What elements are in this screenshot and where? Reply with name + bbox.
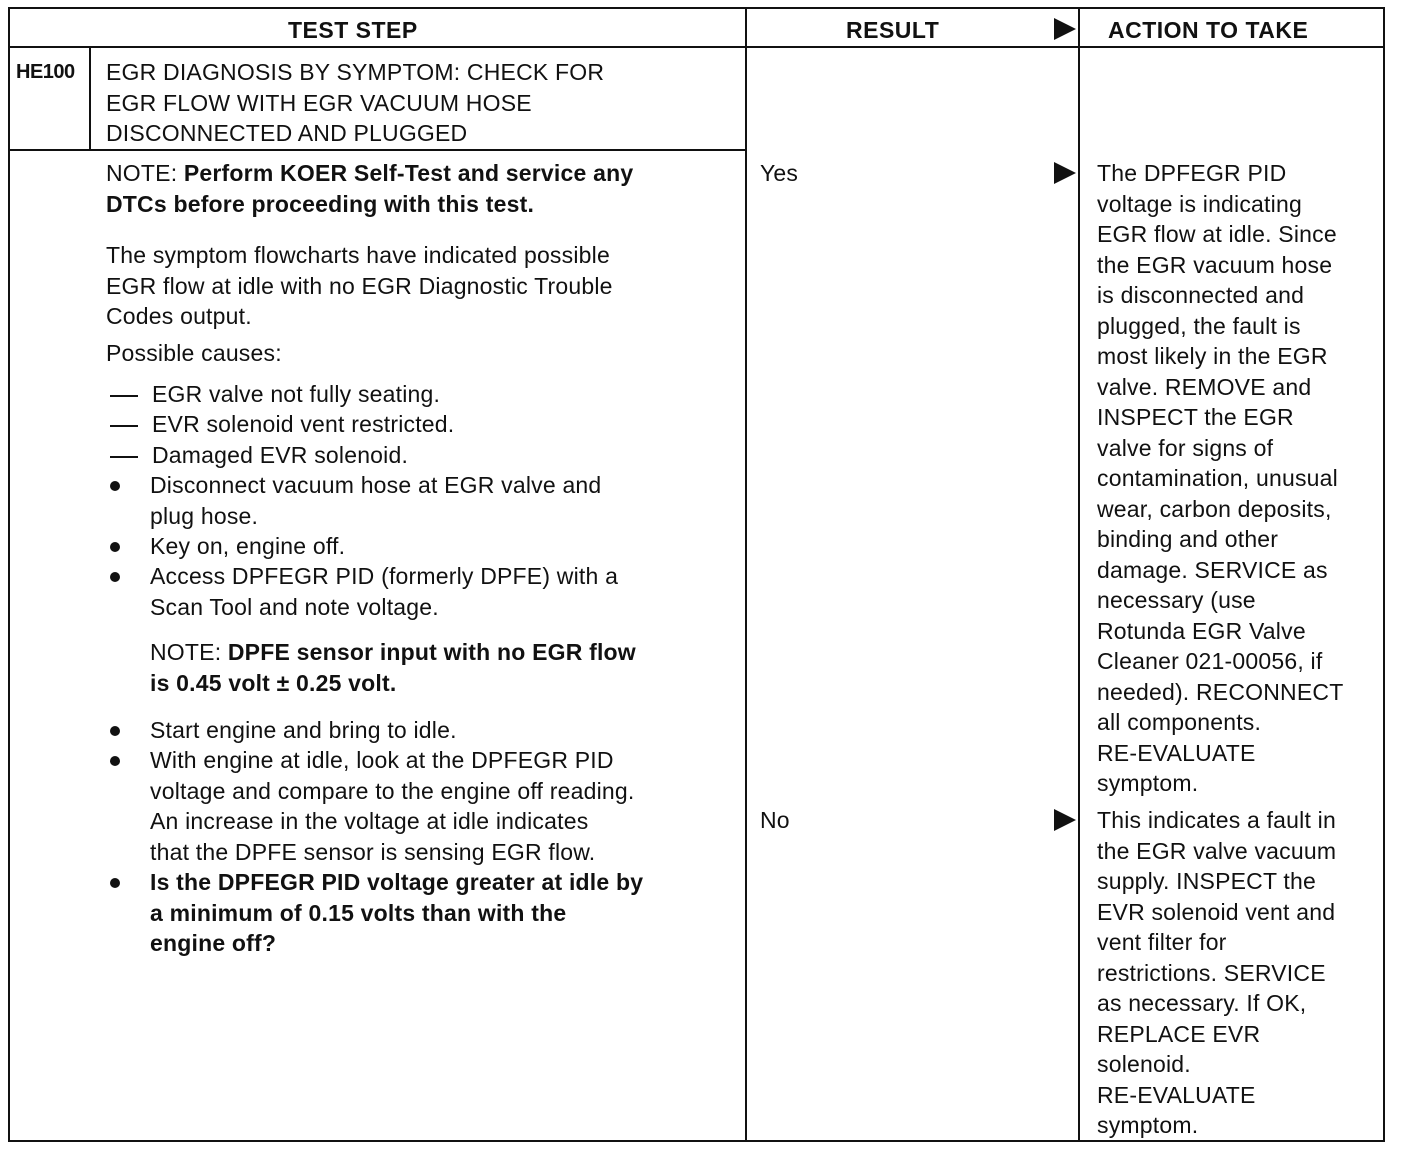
symptom-paragraph: The symptom flowcharts have indicated possible EGR flow at idle with no EGR Diagnostic Trouble Codes output. bbox=[106, 242, 613, 329]
test-question: Is the DPFEGR PID voltage greater at idle by a minimum of 0.15 volts than with the engine off? bbox=[150, 869, 644, 956]
arrow-right-icon bbox=[1054, 18, 1076, 40]
instruction-access-pid: Access DPFEGR PID (formerly DPFE) with a Scan Tool and note voltage. bbox=[150, 563, 619, 620]
note-koer: NOTE: Perform KOER Self-Test and service any DTCs before proceeding with this test. bbox=[106, 160, 634, 217]
instruction-compare-voltage: With engine at idle, look at the DPFEGR PID voltage and compare to the engine off reading. An increase in the voltage at idle indicates that the DPFE sensor is sensing EGR flow. bbox=[150, 747, 635, 865]
step-id: HE100 bbox=[16, 61, 75, 83]
dash-icon bbox=[110, 456, 138, 458]
arrow-right-icon bbox=[1054, 162, 1076, 184]
instruction-start-engine: Start engine and bring to idle. bbox=[150, 717, 457, 743]
result-yes: Yes bbox=[760, 160, 799, 186]
dash-icon bbox=[110, 425, 138, 427]
header-action-to-take: ACTION TO TAKE bbox=[1108, 17, 1309, 43]
instruction-disconnect-hose: Disconnect vacuum hose at EGR valve and plug hose. bbox=[150, 472, 602, 529]
header-result: RESULT bbox=[846, 17, 940, 43]
result-no: No bbox=[760, 807, 790, 833]
possible-causes-label: Possible causes: bbox=[106, 340, 282, 366]
step-title: EGR DIAGNOSIS BY SYMPTOM: CHECK FOR EGR FLOW WITH EGR VACUUM HOSE DISCONNECTED AND PLUGGED bbox=[106, 59, 605, 146]
step-title-divider bbox=[8, 149, 747, 151]
action-yes: The DPFEGR PID voltage is indicating EGR flow at idle. Since the EGR vacuum hose is disconnected and plugged, the fault is most likely in the EGR valve. REMOVE and INSPECT the EGR valve for signs of contamination, unusual wear, carbon deposits, binding and other damage. SERVICE as necessary (use Rotunda EGR Valve Cleaner 021-00056, if needed). RECONNECT all components. RE-EVALUATE symptom. bbox=[1097, 160, 1344, 796]
column-divider-action bbox=[1078, 7, 1080, 1142]
cause-item: EVR solenoid vent restricted. bbox=[152, 411, 455, 437]
bullet-icon bbox=[110, 481, 120, 491]
bullet-icon bbox=[110, 572, 120, 582]
bullet-icon bbox=[110, 726, 120, 736]
step-id-divider bbox=[89, 46, 91, 151]
instruction-key-on: Key on, engine off. bbox=[150, 533, 346, 559]
header-divider bbox=[8, 46, 1385, 48]
cause-item: Damaged EVR solenoid. bbox=[152, 442, 409, 468]
column-divider-result bbox=[745, 7, 747, 1142]
cause-item: EGR valve not fully seating. bbox=[152, 381, 441, 407]
dash-icon bbox=[110, 395, 138, 397]
header-test-step: TEST STEP bbox=[288, 17, 418, 43]
bullet-icon bbox=[110, 756, 120, 766]
arrow-right-icon bbox=[1054, 809, 1076, 831]
bullet-icon bbox=[110, 542, 120, 552]
bullet-icon bbox=[110, 878, 120, 888]
note-dpfe-sensor: NOTE: DPFE sensor input with no EGR flow is 0.45 volt ± 0.25 volt. bbox=[150, 639, 636, 696]
action-no: This indicates a fault in the EGR valve vacuum supply. INSPECT the EVR solenoid vent and vent filter for restrictions. SERVICE as necessary. If OK, REPLACE EVR solenoid. RE-EVALUATE symptom. bbox=[1097, 807, 1337, 1138]
